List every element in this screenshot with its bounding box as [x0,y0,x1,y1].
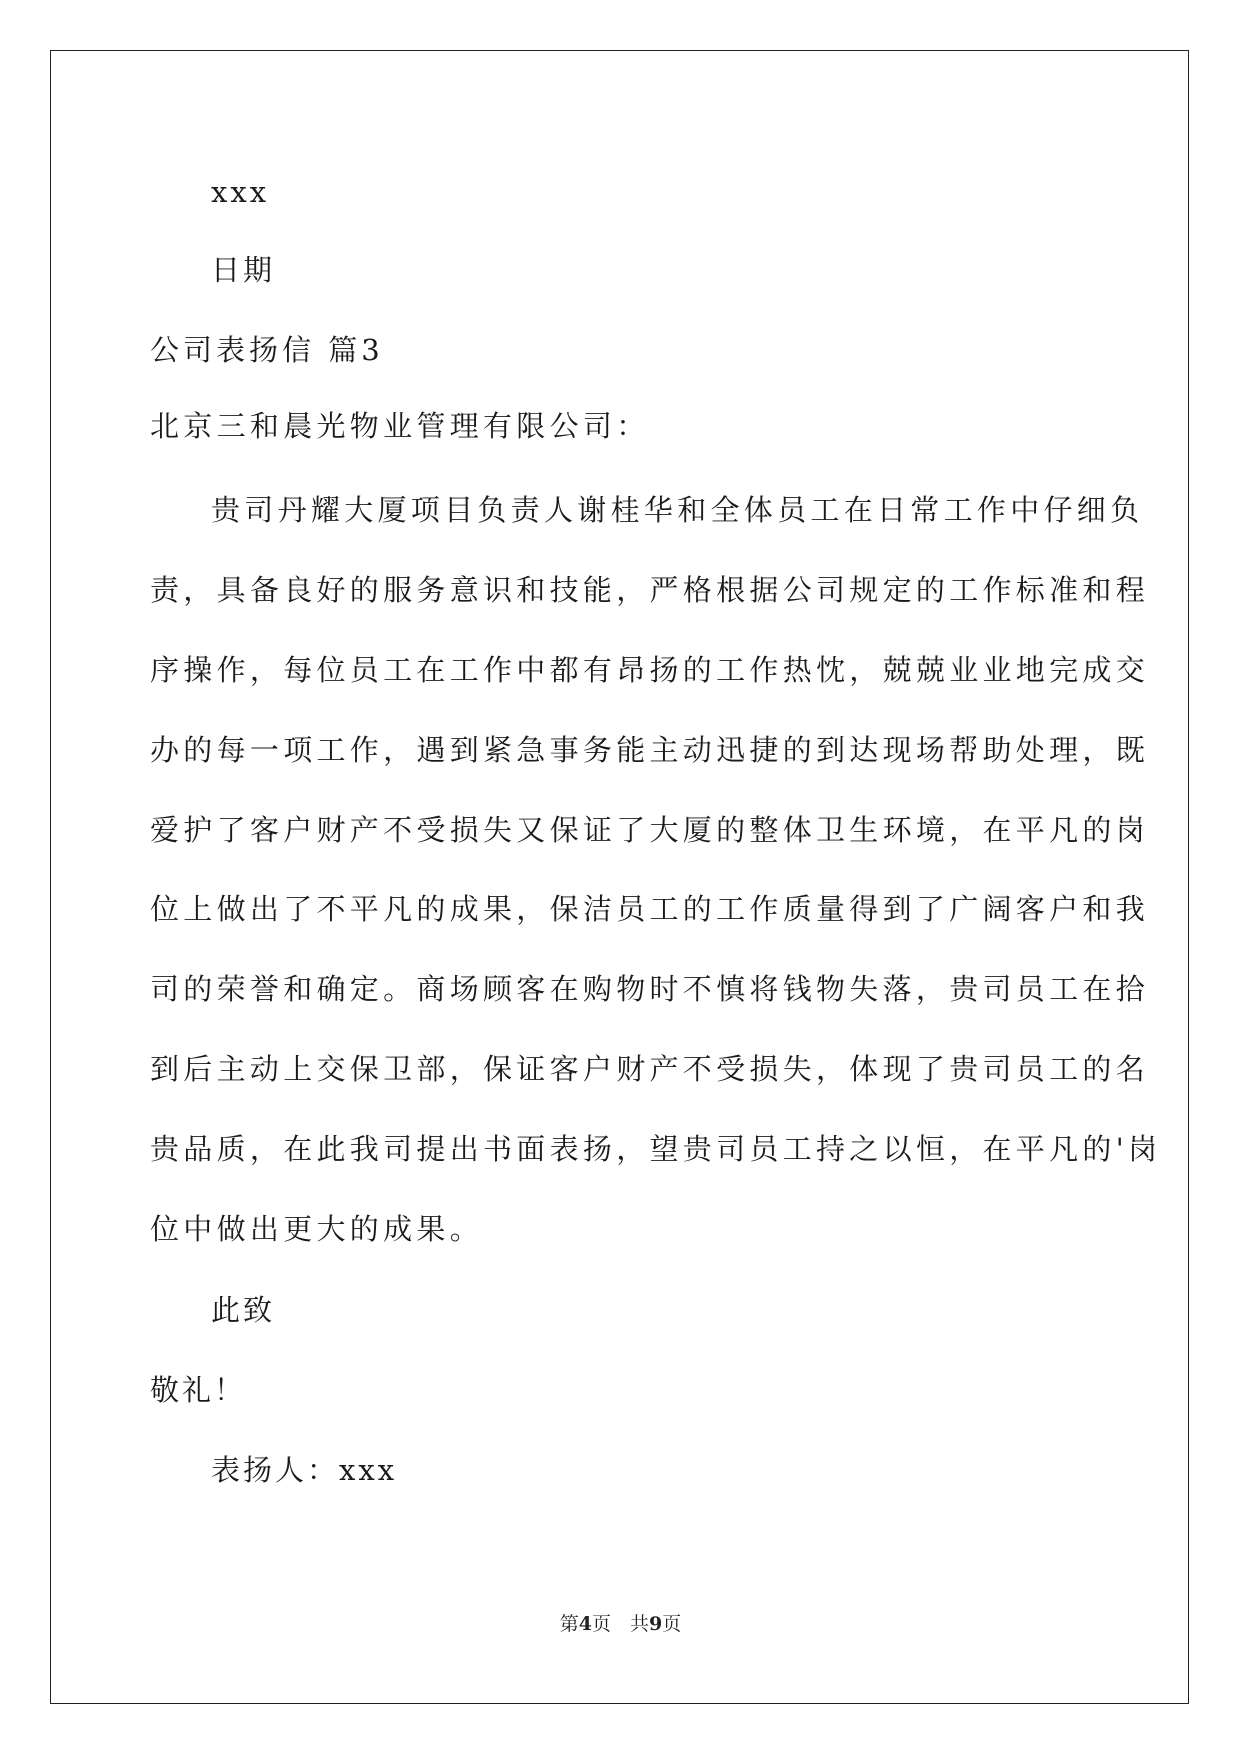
body-line: 司的荣誉和确定。商场顾客在购物时不慎将钱物失落，贵司员工在拾 [150,972,1150,1006]
current-page-number: 4 [578,1613,592,1635]
body-line: 到后主动上交保卫部，保证客户财产不受损失，体现了贵司员工的名 [150,1052,1150,1086]
body-line: 贵品质，在此我司提出书面表扬，望贵司员工持之以恒，在平凡的'岗 [150,1132,1162,1166]
page-footer [0,1612,1241,1636]
footer-suffix: 页 [662,1613,682,1635]
footer-prefix: 第 [559,1613,579,1635]
signer-name: xxx [211,175,270,209]
closing: 此致 [211,1293,276,1327]
regards: 敬礼！ [150,1373,247,1407]
total-page-number: 9 [649,1613,663,1635]
body-line: 办的每一项工作，遇到紧急事务能主动迅捷的到达现场帮助处理，既 [150,733,1150,767]
praiser-signature: 表扬人：xxx [211,1453,398,1487]
body-line: 爱护了客户财产不受损失又保证了大厦的整体卫生环境，在平凡的岗 [150,813,1150,847]
body-line: 位上做出了不平凡的成果，保洁员工的工作质量得到了广阔客户和我 [150,892,1150,926]
body-line: 位中做出更大的成果。 [150,1212,484,1246]
section-title: 公司表扬信 篇3 [150,333,384,367]
footer-middle: 页 共 [591,1613,649,1635]
body-line: 序操作，每位员工在工作中都有昂扬的工作热忱，兢兢业业地完成交 [150,653,1150,687]
body-line: 贵司丹耀大厦项目负责人谢桂华和全体员工在日常工作中仔细负 [211,493,1144,527]
salutation: 北京三和晨光物业管理有限公司： [150,409,650,443]
date-label: 日期 [211,253,276,287]
body-line: 责，具备良好的服务意识和技能，严格根据公司规定的工作标准和程 [150,573,1150,607]
